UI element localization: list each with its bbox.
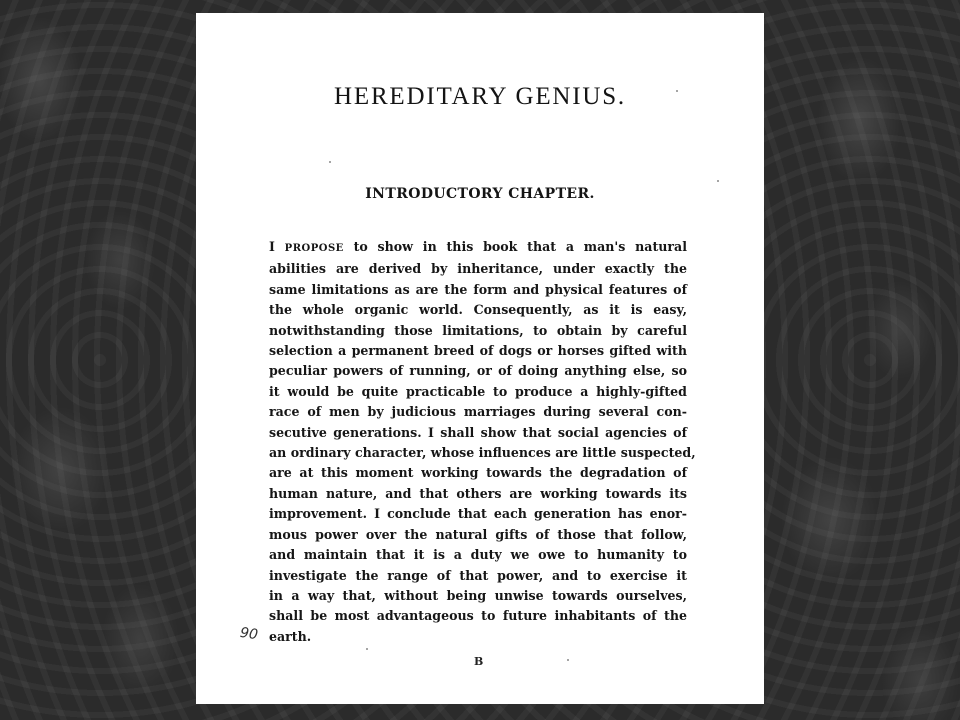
text-line: an ordinary character, whose influences are little suspected,	[269, 445, 696, 461]
text-line: are at this moment working towards the degradation of	[269, 465, 687, 481]
book-title: HEREDITARY GENIUS.	[334, 83, 626, 110]
text-line: improvement. I conclude that each generation has enor-	[269, 506, 687, 522]
text-line: it would be quite practicable to produce a highly-gifted	[269, 383, 687, 399]
text-line: notwithstanding those limitations, to obtain by careful	[269, 322, 687, 338]
text-line: peculiar powers of running, or of doing anything else, so	[269, 363, 687, 379]
print-speck	[366, 648, 368, 650]
print-speck	[567, 659, 569, 661]
text-line: earth.	[269, 628, 312, 644]
chapter-heading: INTRODUCTORY CHAPTER.	[365, 186, 595, 202]
smallcaps-word: PROPOSE	[284, 243, 344, 254]
text-line: investigate the range of that power, and to exercise it	[269, 567, 687, 583]
text-line: mous power over the natural gifts of those that follow,	[269, 526, 687, 542]
text-line: the whole organic world. Consequently, as it is easy,	[269, 302, 687, 318]
text-line: shall be most advantageous to future inhabitants of the	[269, 608, 687, 624]
text-line: abilities are derived by inheritance, under exactly the	[269, 261, 687, 277]
signature-mark: B	[474, 655, 484, 668]
text-line	[269, 237, 687, 259]
book-page	[196, 13, 764, 704]
text-line: selection a permanent breed of dogs or horses gifted with	[269, 343, 687, 359]
handwritten-margin-note: 90	[238, 624, 259, 644]
first-line-text: to show in this book that a man's natural	[353, 239, 688, 254]
chapter-body-text	[269, 237, 696, 647]
print-speck	[717, 180, 719, 182]
text-line: human nature, and that others are working towards its	[269, 485, 687, 501]
text-line: and maintain that it is a duty we owe to humanity to	[269, 547, 687, 563]
text-line: race of men by judicious marriages during several con-	[269, 404, 687, 420]
text-line: in a way that, without being unwise towards ourselves,	[269, 587, 687, 603]
print-speck	[676, 90, 678, 92]
text-line: same limitations as are the form and physical features of	[269, 281, 687, 297]
drop-initial: I	[269, 239, 275, 254]
print-speck	[329, 161, 331, 163]
text-line: secutive generations. I shall show that social agencies of	[269, 424, 687, 440]
